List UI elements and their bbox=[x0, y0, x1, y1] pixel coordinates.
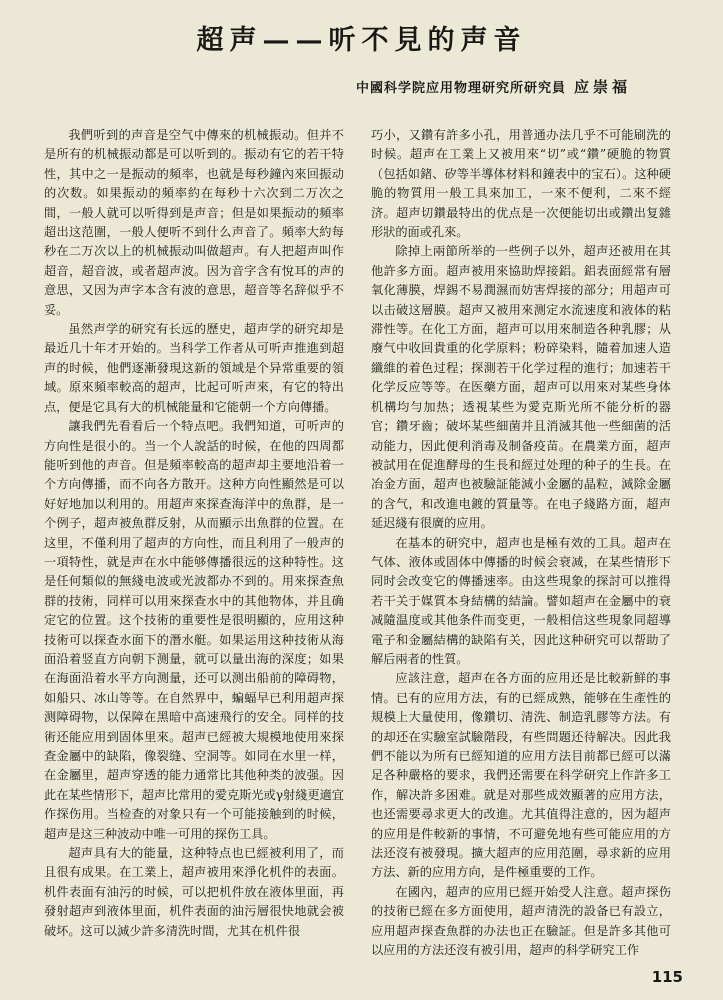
paragraph: 在國內，超声的应用已經开始受人注意。超声探伤的技術已經在多方面使用，超声清洗的設备已有設立，应用超声探查魚群的办法也正在驗証。但是許多其他可以应用的方法还沒有被引用，超声的科学研究工作 bbox=[371, 884, 671, 958]
paragraph: 巧小，又鑽有許多小孔，用普通办法几乎不可能刷洗的时候。超声在工業上又被用來“切”或“鑽”硬脆的物質（包括如鍺、矽等半導体材料和鐘表中的宝石）。这种硬脆的物質用一般工具來加工，一來不便利，二來不經济。超声切鑽最特出的优点是一次便能切出或鑽出复雜形狀的面或孔來。 bbox=[371, 128, 671, 240]
paragraph: 我們听到的声音是空气中傳來的机械振动。但并不是所有的机械振动都是可以听到的。振动有它的若干特性，其中之一是振动的頻率，也就是每秒鐘內來回振动的次数。如果振动的頻率約在每秒十六次到二万次之間，一般人就可以听得到是声音；但是如果振动的頻率超出这范圍，一般人便听不到什么声音了。頻率大約每秒在二万次以上的机械振动叫做超声。有人把超声叫作超音，超音波，或者超声波。因为音字含有悅耳的声的意思，又因为声字本含有波的意思，超音等名辞似乎不妥。 bbox=[44, 128, 344, 317]
byline-author: 应崇福 bbox=[573, 78, 631, 96]
article-title: 超声——听不見的声音 bbox=[196, 25, 527, 56]
left-column bbox=[44, 126, 344, 976]
byline bbox=[356, 76, 631, 97]
paragraph: 讓我們先看看后一个特点吧。我們知道，可听声的方向性是很小的。当一个人說話的时候，在他的四周都能听到他的声音。但是頻率較高的超声却主要地沿着一个方向傳播，而不向各方散开。这种方向性顯然是可以好好地加以利用的。用超声來探查海洋中的魚群，是一个例子，超声被魚群反射，从而顯示出魚群的位置。在这里，不僅利用了超声的方向性，而且利用了一般声的一項特性，就是声在水中能够傳播很远的这种特性。这是任何類似的無綫电波或光波都办不到的。用來探查魚群的技術，同样可以用來探查水中的其他物体，并且确定它的位置。这个技術的重要性是很明顯的，应用这种技術可以探查水面下的潛水艇。如果运用这种技術从海面沿着竖直方向朝下测量，就可以量出海的深度；如果在海面沿着水平方向测量，还可以测出船前的障碍物，如船只、冰山等等。在自然界中，蝙蝠早已利用超声探测障碍物，以保障在黑暗中高速飛行的安全。同样的技術还能应用到固体里來。超声已經被大規模地使用來探查金屬中的缺陷，像裂缝、空洞等。如同在水里一样，在金屬里，超声穿透的能力通常比其他种类的波强。因此在某些情形下，超声比常用的愛克斯光或γ射綫更適宜作探伤用。当检查的对象只有一个可能接触到的时候，超声是这三种波动中唯一可用的探伤工具。 bbox=[44, 419, 344, 841]
paragraph: 应該注意，超声在各方面的应用还是比較新鮮的事情。已有的应用方法，有的已經成熟，能够在生產性的規模上大量使用，像鑽切、清洗、制造乳膠等方法。有的却还在实驗室試驗階段，有些問題还待解决。因此我們不能以为所有已經知道的应用方法目前都已經可以滿足各种嚴格的要求，我們还需要在科学研究上作許多工作，解决許多困难。就是对那些成效顯著的应用方法，也还需要尋求更大的改進。尤其值得注意的，因为超声的应用是件較新的事情，不可避免地有些可能应用的方法还沒有被發現。擴大超声的应用范圍，尋求新的应用方法、新的应用方向，是件極重要的工作。 bbox=[371, 671, 671, 880]
paragraph: 超声具有大的能量，这种特点也已經被利用了，而且很有成果。在工業上，超声被用來淨化机件的表面。机件表面有油污的时候，可以把机件放在液体里面，再發射超声到液体里面，机件表面的油污層很快地就会被破坏。这可以減少許多清洗时間，尤其在机件很 bbox=[44, 846, 344, 938]
paragraph: 在基本的研究中，超声也是極有效的工具。超声在气体、液体或固体中傳播的时候会衰减，在某些情形下同时会改变它的傳播速率。由这些現象的探討可以推得若干关于媒質本身結構的結論。譬如超声在金屬中的衰减隨温度或其他条件而变更，一般相信这些現象同超導電子和金屬結構的缺陷有关，因此这种研究可以帮助了解后兩者的性質。 bbox=[371, 535, 671, 666]
paragraph: 除掉上兩節所举的一些例子以外，超声还被用在其他許多方面。超声被用來協助焊接鋁。鋁表面經常有層氧化薄膜，焊錫不易潤濕而妨害焊接的部分；用超声可以击破这層膜。超声又被用來测定水流速度和液体的粘滞性等。在化工方面，超声可以用來制造各种乳膠；从廢气中收回貴重的化学原料；粉碎染料，隨着加速人造纖維的着色过程；探測若干化学过程的進行；加速若干化学反应等等。在医藥方面，超声可以用來对某些身体机構均勻加热；透視某些为愛克斯光所不能分析的器官；鑽牙齒；破坏某些細菌并且消滅其他一些細菌的活动能力，因此便利消毒及制备疫苗。在農業方面，超声被試用在促進酵母的生長和經过处理的种子的生長。在冶金方面，超声也被驗証能減小金屬的晶粒，減除金屬的含气，和改進电鍍的質量等。在电子綫路方面，超声延迟綫有很廣的应用。 bbox=[371, 244, 671, 531]
right-column bbox=[371, 126, 671, 976]
page-number: 115 bbox=[651, 968, 683, 986]
byline-organization: 中國科学院应用物理研究所研究員 bbox=[355, 81, 566, 96]
paragraph: 虽然声学的研究有长远的歷史，超声学的研究却是最近几十年才开始的。当科学工作者从可听声推進到超声的时候，他們逐漸發現这新的領域是个异常重要的領域。原來頻率較高的超声，比起可听声來，有它的特出点，便是它具有大的机械能量和它能朝一个方向傳播。 bbox=[44, 322, 344, 414]
